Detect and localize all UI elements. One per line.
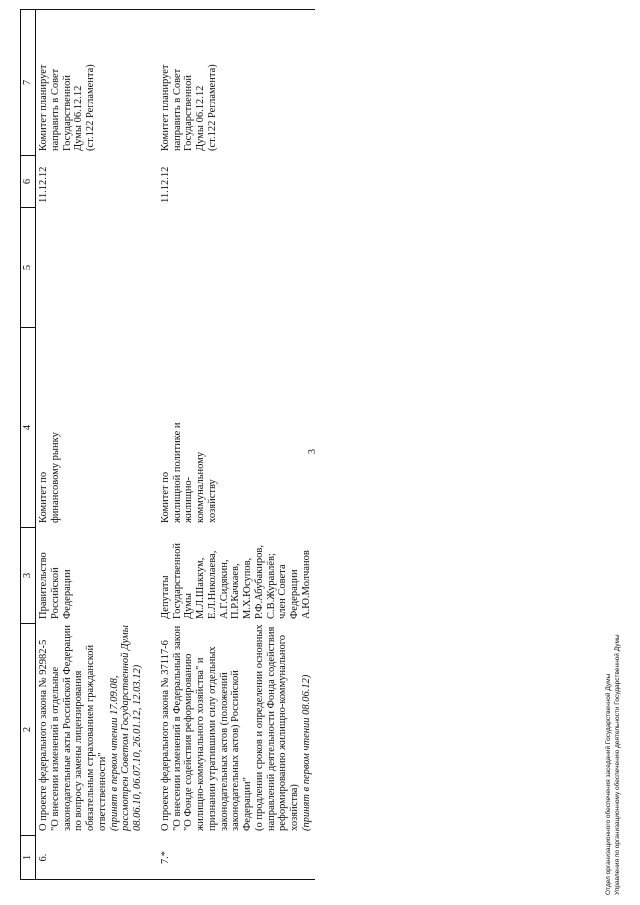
initiator-line: А.Ю.Молчанов	[300, 550, 312, 619]
initiator-line: Государственной	[171, 543, 183, 619]
committee-line: Комитет по	[159, 471, 171, 523]
bill-title-line: реформированию жилищно-коммунального	[277, 634, 289, 831]
column-header-5: 5	[21, 208, 36, 328]
column-header-1: 1	[21, 836, 36, 880]
initiator-line: П.Р.Качкаев,	[230, 563, 242, 619]
bill-title-line: (о продлении сроков и определении основных	[253, 624, 265, 831]
bill-status-line: (принят в первом чтении 08.06.12)	[300, 674, 312, 831]
initiator-line: А.Г.Сидякин,	[218, 559, 230, 619]
note-line: Государственной	[61, 75, 73, 151]
table-row-7	[158, 10, 315, 880]
note-line: (ст.122 Регламента)	[85, 64, 96, 151]
bill-title-line: хозяйства)	[289, 784, 300, 831]
initiator-cell	[158, 528, 315, 624]
row-number: 7.*	[158, 836, 315, 880]
bill-title-line: по вопросу замены лицензирования	[73, 670, 85, 831]
bill-status-line: (принят в первом чтении 17.09.08,	[108, 675, 120, 831]
page-number: 3	[307, 449, 318, 454]
initiator-line: С.В.Журавлёв;	[265, 553, 277, 619]
bill-status-line: 08.06.10, 06.07.10, 26.01.12, 12.03.12)	[132, 664, 143, 831]
bill-title-line: направлений деятельности Фонда содействия	[265, 626, 277, 831]
initiator-line: Думы	[183, 593, 195, 619]
bill-title-line: "О внесении изменений в Федеральный закон	[171, 625, 183, 831]
initiator-line: Российской	[49, 567, 61, 619]
committee-line: коммунальному	[195, 451, 206, 523]
note-line: Думы 06.12.12	[195, 85, 206, 151]
bill-title-line: ответственности"	[96, 752, 108, 831]
note-cell	[36, 10, 146, 156]
committee-line: Комитет по	[38, 471, 49, 523]
initiator-line: член Совета	[277, 564, 289, 619]
bill-title-line: О проекте федерального закона № 92982-5	[38, 639, 49, 831]
column-5-cell	[158, 208, 315, 328]
note-line: Комитет планирует	[159, 64, 171, 151]
document-footer	[604, 634, 622, 895]
initiator-line: Депутаты	[159, 575, 171, 619]
column-header-4: 4	[21, 328, 36, 528]
row-spacer	[146, 10, 158, 880]
bill-title-line: обязательным страхованием гражданской	[85, 644, 96, 831]
date-cell: 11.12.12	[158, 156, 315, 208]
note-line: Думы 06.12.12	[73, 85, 85, 151]
bills-table	[20, 9, 315, 880]
initiator-line: Федерации	[289, 569, 300, 619]
rotated-page-content	[20, 10, 415, 880]
column-5-cell	[36, 208, 146, 328]
footer-line-department: Отдел организационного обеспечения заседаний Государственной Думы	[605, 673, 612, 895]
bill-title-line: "О Фонде содействия реформированию	[183, 653, 195, 831]
bill-title-cell	[36, 624, 146, 836]
bill-title-line: законодательных актов (положений	[218, 672, 230, 831]
bill-title-line: жилищно-коммунального хозяйства" и	[195, 657, 206, 831]
bill-title-line: Федерации"	[242, 777, 253, 831]
note-line: направить в Совет	[49, 68, 61, 151]
committee-line: жилищной политике и	[171, 422, 183, 523]
column-header-7: 7	[21, 10, 36, 156]
column-header-3: 3	[21, 528, 36, 624]
bill-title-line: "О внесении изменений в отдельные	[49, 666, 61, 831]
table-header-row	[21, 10, 36, 880]
column-header-2: 2	[21, 624, 36, 836]
committee-cell	[36, 328, 146, 528]
initiator-line: М.Л.Шаккум,	[195, 557, 206, 619]
bill-title-line: признании утратившими силу отдельных	[206, 646, 218, 831]
bill-title-line: законодательные акты Российской Федерации	[61, 624, 73, 831]
bill-title-cell	[158, 624, 315, 836]
initiator-line: Р.Ф.Абубакиров,	[253, 545, 265, 619]
bill-status-line: рассмотрен Советом Государственной Думы	[120, 625, 132, 831]
initiator-line: М.Х.Юсупов,	[242, 557, 253, 619]
note-cell	[158, 10, 315, 156]
note-line: (ст.122 Регламента)	[206, 64, 218, 151]
initiator-cell	[36, 528, 146, 624]
note-line: Государственной	[183, 75, 195, 151]
row-number: 6.	[36, 836, 146, 880]
date-cell: 11.12.12	[36, 156, 146, 208]
initiator-line: Федерации	[61, 569, 73, 619]
bill-title-line: О проекте федерального закона № 37117-6	[159, 640, 171, 831]
initiator-line: Правительство	[38, 552, 49, 619]
note-line: Комитет планирует	[38, 64, 49, 151]
bill-title-line: законодательных актов) Российской	[230, 670, 242, 831]
table-row-6	[36, 10, 146, 880]
initiator-line: Е.Л.Николаева,	[206, 550, 218, 619]
committee-cell	[158, 328, 315, 528]
committee-line: финансовому рынку	[49, 432, 61, 523]
note-line: направить в Совет	[171, 68, 183, 151]
column-header-6: 6	[21, 156, 36, 208]
committee-line: хозяйству	[206, 479, 218, 523]
footer-line-directorate: Управления по организационному обеспечению деятельности Государственной Думы	[614, 634, 621, 895]
committee-line: жилищно-	[183, 476, 195, 523]
